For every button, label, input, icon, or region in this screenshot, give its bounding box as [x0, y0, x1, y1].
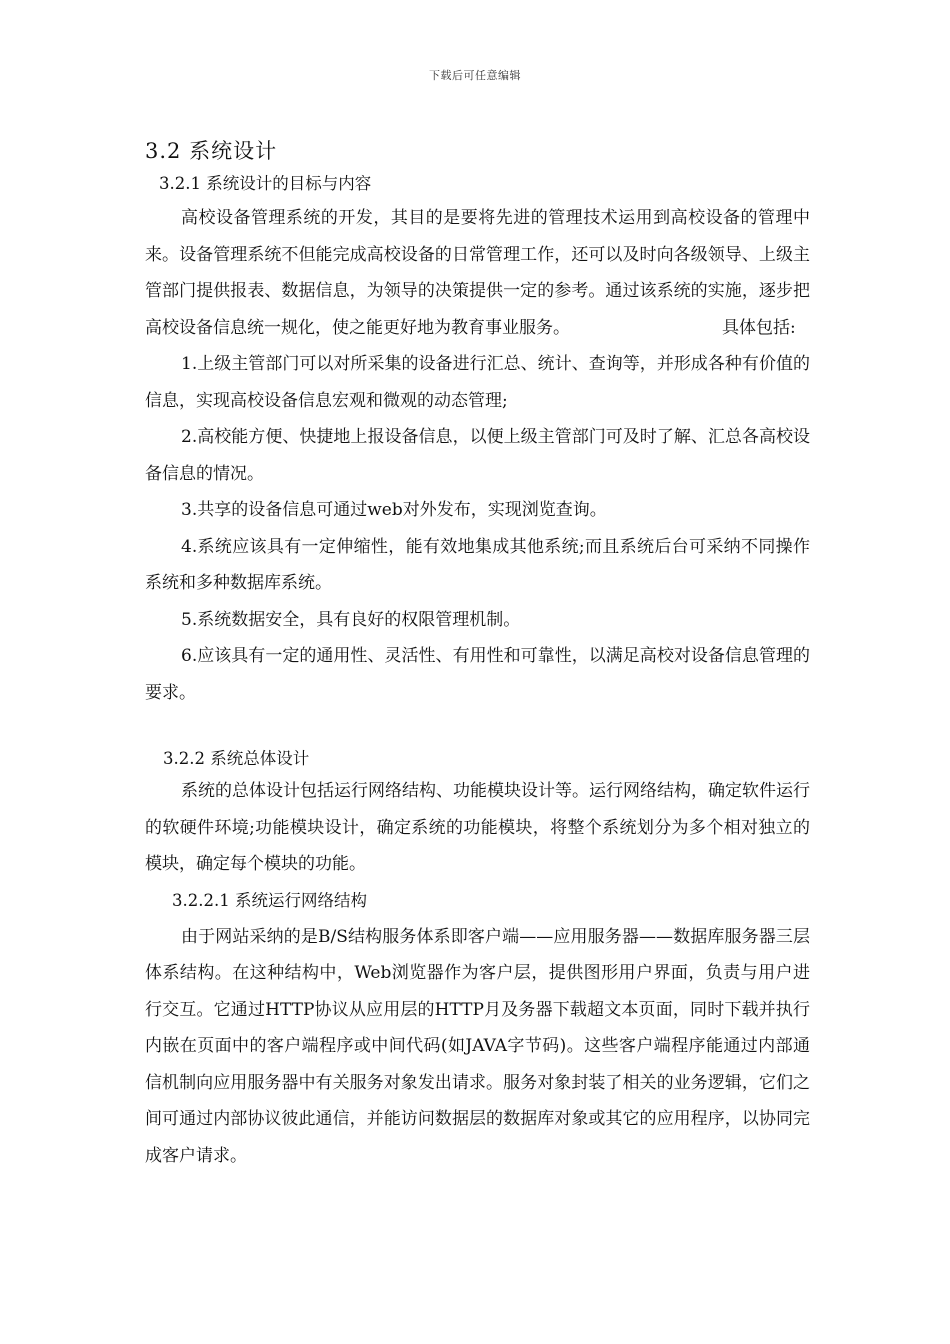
section-3-2-1-heading: 3.2.1 系统设计的目标与内容 — [159, 174, 372, 193]
section-spacer — [145, 711, 810, 745]
list-item-3: 3.共享的设备信息可通过web对外发布，实现浏览查询。 — [181, 500, 607, 520]
list-item-6: 6.应该具有一定的通用性、灵活性、有用性和可靠性，以满足高校对设备信息管理的要求。 — [145, 646, 810, 703]
network-structure-paragraph: 由于网站采纳的是B/S结构服务体系即客户端——应用服务器——数据库服务器三层体系结构。在这种结构中，Web浏览器作为客户层，提供图形用户界面，负责与用户进行交互。它通过HTTP协议从应用层的HTTP月及务器下载超文本页面，同时下载并执行内嵌在页面中的客户端程序或中间代码(如JAVA字节码)。这些客户端程序能通过内部通信机制向应用服务器中有关服务对象发出请求。服务对象封装了相关的业务逻辑，它们之间可通过内部协议彼此通信，并能访问数据层的数据库对象或其它的应用程序，以协同完成客户请求。 — [145, 926, 810, 1166]
section-3-2-2-heading: 3.2.2 系统总体设计 — [163, 749, 310, 768]
intro-text: 高校设备管理系统的开发，其目的是要将先进的管理技术运用到高校设备的管理中来。设备管理系统不但能完成高校设备的日常管理工作，还可以及时向各级领导、上级主管部门提供报表、数据信息，为领导的决策提供一定的参考。通过该系统的实施，逐步把高校设备信息统一规化，使之能更好地为教育事业服务。 — [145, 208, 810, 338]
list-item-4: 4.系统应该具有一定伸缩性，能有效地集成其他系统;而且系统后台可采纳不同操作系统和多种数据库系统。 — [145, 536, 810, 593]
page-header: 下载后可任意编辑 — [429, 69, 521, 82]
list-item-2: 2.高校能方便、快捷地上报设备信息，以便上级主管部门可及时了解、汇总各高校设备信息的情况。 — [145, 427, 810, 484]
document-body — [145, 136, 810, 1174]
list-item-1: 1.上级主管部门可以对所采集的设备进行汇总、统计、查询等，并形成各种有价值的信息，实现高校设备信息宏观和微观的动态管理; — [145, 354, 810, 411]
section-3-2-2-1-heading: 3.2.2.1 系统运行网络结构 — [172, 890, 367, 910]
list-item-5: 5.系统数据安全，具有良好的权限管理机制。 — [181, 609, 521, 630]
overall-design-paragraph: 系统的总体设计包括运行网络结构、功能模块设计等。运行网络结构，确定软件运行的软硬件环境;功能模块设计，确定系统的功能模块，将整个系统划分为多个相对独立的模块，确定每个模块的功能。 — [145, 781, 810, 874]
intro-lead-in: 具体包括: — [722, 317, 796, 338]
intro-paragraph — [145, 200, 810, 346]
section-3-2-heading: 3.2 系统设计 — [145, 139, 278, 163]
